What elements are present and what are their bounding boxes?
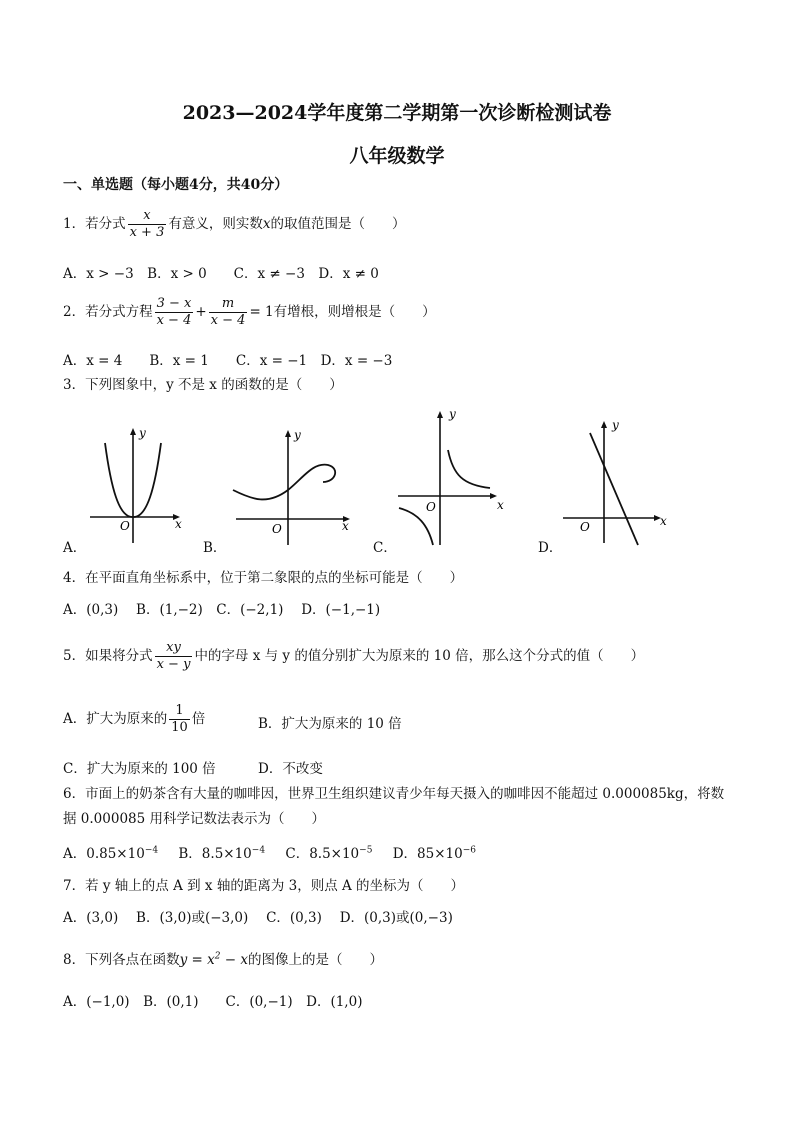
q1-text-pre: 1．若分式: [63, 216, 126, 232]
q1-frac-num: x: [128, 208, 167, 225]
q5-text-pre: 5．如果将分式: [63, 648, 153, 664]
q5-opta-num: 1: [169, 703, 190, 720]
q5-opta-pre: A．扩大为原来的: [63, 711, 168, 727]
graph-d: [560, 413, 675, 548]
q2-frac1-den: x − 4: [156, 313, 192, 328]
graph-a-origin: O: [120, 519, 130, 533]
q6-option-d: D．$85\times 10^{-6}$: [392, 845, 477, 862]
exam-subtitle: 八年级数学: [349, 145, 445, 167]
graph-c-y-label: y: [449, 407, 456, 421]
question-6-line-1: 6．市面上的奶茶含有大量的咖啡因，世界卫生组织建议青少年每天摄入的咖啡因不能超过 0.000085kg，将数: [63, 786, 725, 802]
graph-b: [228, 420, 358, 550]
q2-frac1-num: 3 − x: [156, 296, 192, 311]
q6-option-a: A．$0.85\times 10^{-4}$: [63, 845, 159, 862]
q5-frac-den: x − y: [156, 657, 191, 672]
graph-d-x-label: x: [660, 514, 667, 528]
question-4: 4．在平面直角坐标系中，位于第二象限的点的坐标可能是（ ）: [63, 570, 464, 586]
q2-options: A．x = 4 B．x = 1 C．x = −1 D．x = −3: [63, 353, 393, 369]
q3-option-a: A．: [63, 540, 87, 556]
graph-c: [393, 405, 513, 550]
question-5: [63, 640, 644, 673]
q2-text-post: = 1有增根，则增根是（ ）: [249, 304, 436, 320]
section-heading: 一、单选题（每小题4分，共40分）: [63, 177, 289, 193]
graph-d-y-label: y: [612, 418, 619, 432]
graph-c-origin: O: [426, 500, 436, 514]
q5-opta-den: 10: [171, 720, 188, 735]
q6-options: [63, 842, 476, 862]
q1-frac-den: x + 3: [129, 225, 165, 240]
q5-frac-num: xy: [155, 640, 193, 657]
q4-options: A．(0,3) B．(1,−2) C．(−2,1) D．(−1,−1): [63, 602, 381, 618]
q2-frac2-num: m: [209, 296, 248, 313]
graph-b-x-label: x: [342, 519, 349, 533]
q5-opta-post: 倍: [191, 711, 206, 727]
graph-b-origin: O: [272, 522, 282, 536]
q2-text-pre: 2．若分式方程: [63, 304, 153, 320]
question-3: 3．下列图象中，y 不是 x 的函数的是（ ）: [63, 377, 343, 393]
q7-options: A．(3,0) B．(3,0)或(−3,0) C．(0,3) D．(0,3)或(0,−3): [63, 910, 453, 926]
question-2: [63, 296, 436, 329]
q5-option-b: B．扩大为原来的 10 倍: [258, 716, 402, 732]
q3-option-d: D．: [538, 540, 563, 556]
q8-options: A．(−1,0) B．(0,1) C．(0,−1) D．(1,0): [63, 994, 363, 1010]
graph-a-x-label: x: [175, 517, 182, 531]
q2-fraction-1: [155, 296, 194, 329]
graph-d-origin: O: [580, 520, 590, 534]
q1-options: A．x > −3 B．x > 0 C．x ≠ −3 D．x ≠ 0: [63, 266, 379, 282]
q3-option-b: B．: [203, 540, 227, 556]
q5-text-post: 中的字母 x 与 y 的值分别扩大为原来的 10 倍，那么这个分式的值（ ）: [194, 648, 645, 664]
q6-option-c: C．$8.5\times 10^{-5}$: [285, 845, 373, 862]
graph-a: [85, 418, 195, 548]
q1-var: x: [262, 216, 271, 232]
q6-option-b: B．$8.5\times 10^{-4}$: [178, 845, 266, 862]
q1-fraction: [128, 208, 167, 241]
q2-frac2-den: x − 4: [210, 313, 246, 328]
q2-plus: +: [195, 304, 207, 320]
question-6-line-2: 据 0.000085 用科学记数法表示为（ ）: [63, 811, 325, 827]
q3-option-c: C．: [373, 540, 397, 556]
question-7: 7．若 y 轴上的点 A 到 x 轴的距离为 3，则点 A 的坐标为（ ）: [63, 878, 465, 894]
q2-fraction-2: [209, 296, 248, 329]
q8-function: $y = x^2 - x$: [179, 951, 248, 968]
q5-option-c: C．扩大为原来的 100 倍: [63, 761, 216, 777]
q5-opta-fraction: [169, 703, 190, 736]
q1-text-post2: 的取值范围是（ ）: [270, 216, 406, 232]
q8-text-pre: 8．下列各点在函数: [63, 952, 180, 968]
graph-a-y-label: y: [139, 426, 146, 440]
graph-c-x-label: x: [497, 498, 504, 512]
question-1: [63, 208, 405, 241]
q5-fraction: [155, 640, 193, 673]
q5-option-d: D．不改变: [258, 761, 323, 777]
q5-option-a: [63, 703, 205, 736]
question-8: [63, 948, 383, 968]
q8-text-post: 的图像上的是（ ）: [247, 952, 383, 968]
exam-title: 2023—2024学年度第二学期第一次诊断检测试卷: [182, 102, 612, 124]
graph-b-y-label: y: [294, 428, 301, 442]
q1-text-post: 有意义，则实数: [168, 216, 263, 232]
